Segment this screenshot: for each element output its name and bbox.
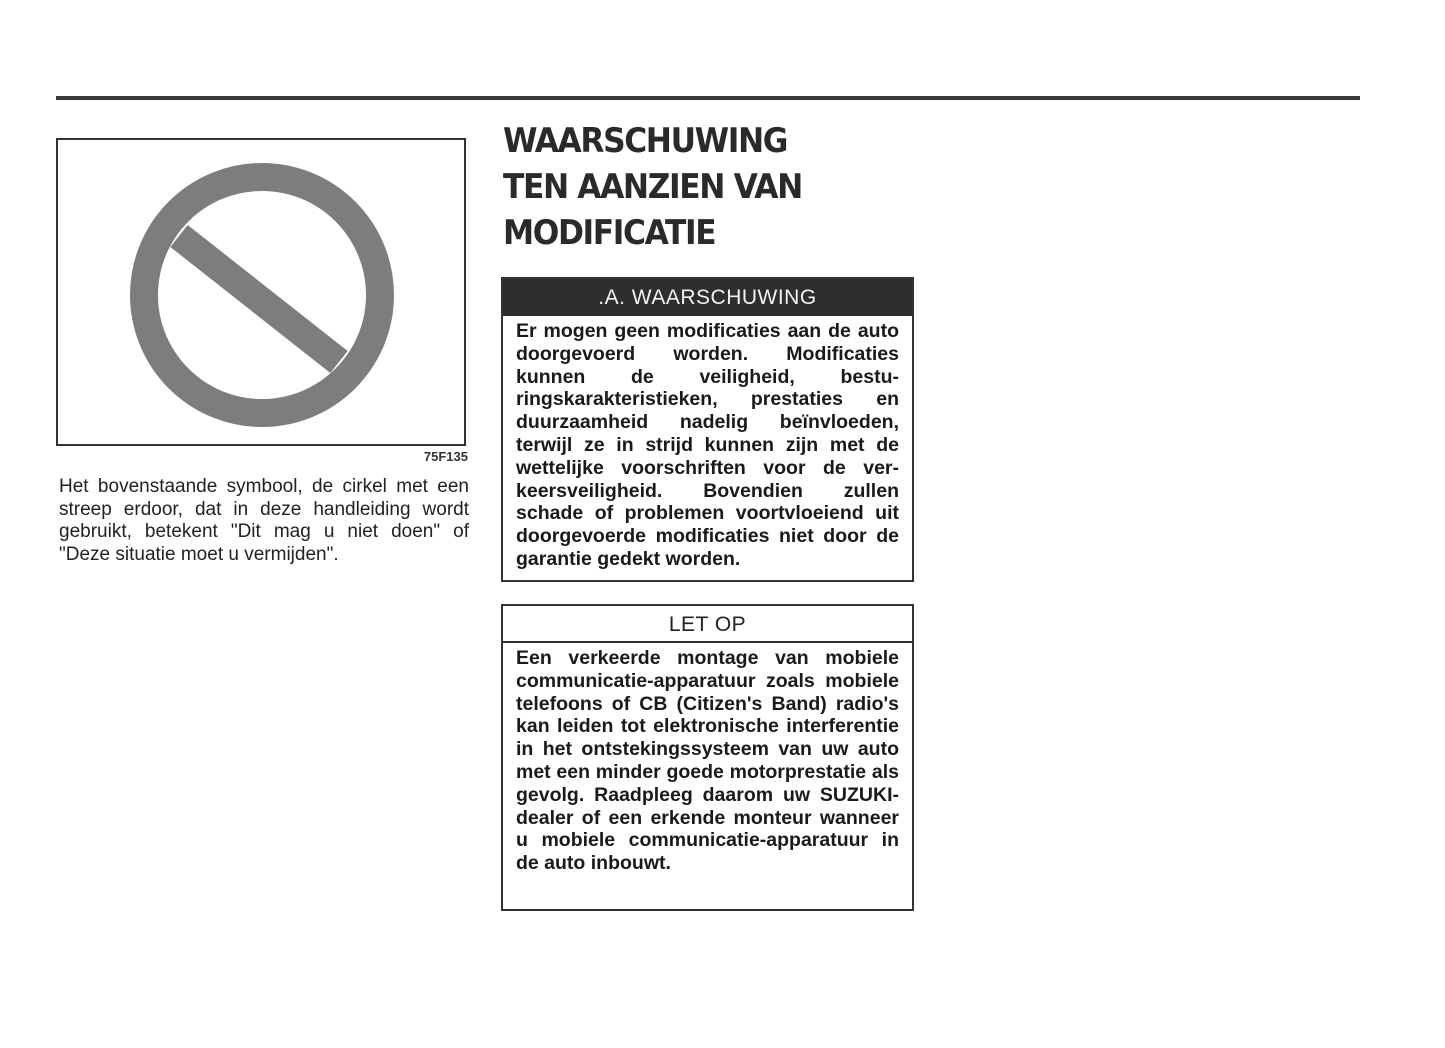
figure-code: 75F135 (423, 449, 468, 464)
caution-body: Een verkeerde montage van mobiele communicatie-apparatuur zoals mobiele telefoons of CB (Citizen's Band) radio's kan leiden tot elektronische interferentie in het ontstekingssysteem van uw auto met een minder goede motorprestatie als gevolg. Raadpleeg daarom uw SUZUKI-dealer of een erkende monteur wanneer u mobiele communicatie-apparatuur in de auto inbouwt. (516, 647, 899, 875)
section-title-line-2: TEN AANZIEN VAN (503, 167, 802, 207)
section-title-line-1: WAARSCHUWING (503, 121, 788, 161)
section-title (503, 118, 802, 256)
section-title-line-3: MODIFICATIE (503, 213, 716, 253)
warning-box (501, 277, 914, 582)
prohibition-symbol-icon (58, 140, 464, 444)
figure-box (56, 138, 466, 446)
symbol-caption: Het bovenstaande symbool, de cirkel met een streep erdoor, dat in deze handleiding wordt gebruikt, betekent "Dit mag u niet doen" of "Deze situatie moet u vermijden". (59, 476, 469, 565)
top-rule (56, 96, 1360, 100)
caution-heading: LET OP (503, 606, 912, 643)
warning-body: Er mogen geen modificaties aan de auto doorgevoerd worden. Modificaties kunnen de veiligheid, besturingskarakteristieken, prestaties en duurzaamheid nadelig beïnvloeden, terwijl ze in strijd kunnen zijn met de wettelijke voorschriften voor de verkeersveiligheid. Bovendien zullen schade of problemen voortvloeiend uit doorgevoerde modificaties niet door de garantie gedekt worden. (516, 320, 899, 570)
warning-heading: .A. WAARSCHUWING (503, 279, 912, 316)
caution-box (501, 604, 914, 911)
